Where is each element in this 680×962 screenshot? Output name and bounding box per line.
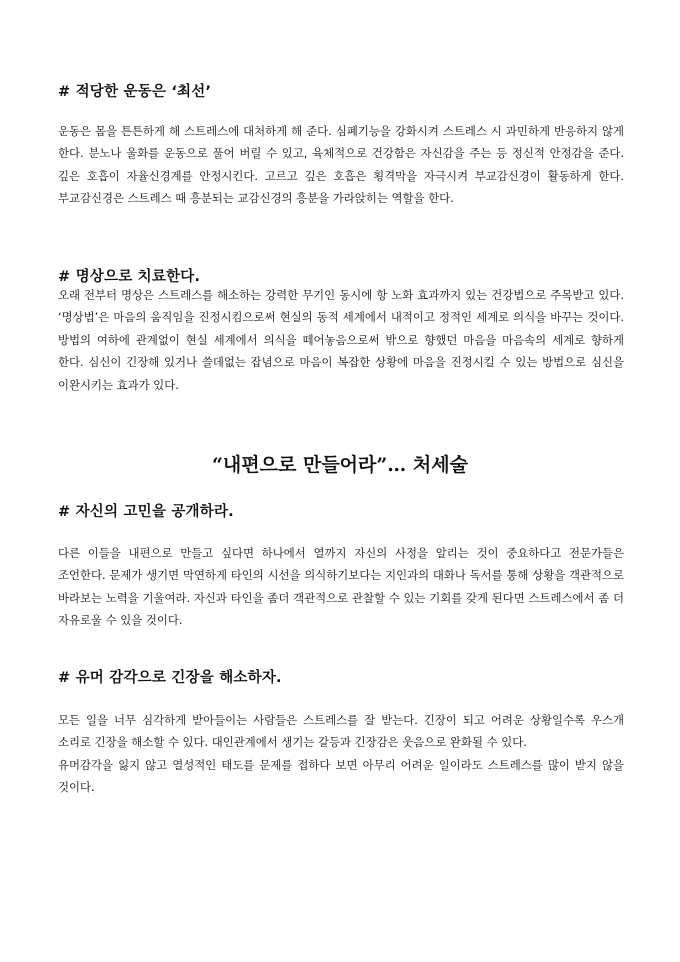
section-heading-humor: # 유머 감각으로 긴장을 해소하자. <box>58 670 282 686</box>
paragraph: 모든 일을 너무 심각하게 받아들이는 사람들은 스트레스를 잘 받는다. 긴장이 되고 어려운 상황일수록 우스개 소리로 긴장을 해소할 수 있다. 대인관계에서 생기는 갈등과 긴장감은 웃음으로 완화될 수 있다. <box>58 713 624 750</box>
paragraph: 유머감각을 잃지 않고 열성적인 태도를 문제를 접하다 보면 아무리 어려운 일이라도 스트레스를 많이 받지 않을 것이다. <box>58 757 624 795</box>
section-body-meditation <box>58 284 624 396</box>
section-heading-share-worries: # 자신의 고민을 공개하라. <box>58 504 234 520</box>
paragraph: 운동은 몸을 튼튼하게 해 스트레스에 대처하게 해 준다. 심폐기능을 강화시켜 스트레스 시 과민하게 반응하지 않게 한다. 분노나 울화를 운동으로 풀어 버릴 수 있고, 육체적으로 건강함은 자신감을 주는 등 정신적 안정감을 준다. 깊은 호흡이 자율신경계를 안정시킨다. 고르고 깊은 호흡은 횡격막을 자극시켜 부교감신경이 활동하게 한다. 부교감신경은 스트레스 때 흥분되는 교감신경의 흥분을 가라앉히는 역할을 한다. <box>58 124 624 206</box>
paragraph: 다른 이들을 내편으로 만들고 싶다면 하나에서 열까지 자신의 사정을 알리는 것이 중요하다고 전문가들은 조언한다. 문제가 생기면 막연하게 타인의 시선을 의식하기보다는 지인과의 대화나 독서를 통해 상황을 객관적으로 바라보는 노력을 기울여라. 자신과 타인을 좀더 객관적으로 관찰할 수 있는 기회를 갖게 된다면 스트레스에서 좀 더 자유로울 수 있을 것이다. <box>58 546 624 628</box>
paragraph: 오래 전부터 명상은 스트레스를 해소하는 강력한 무기인 동시에 항 노화 효과까지 있는 건강법으로 주목받고 있다. ‘명상법’은 마음의 움직임을 진정시킴으로써 현실의 동적 세계에서 내적이고 정적인 세계로 의식을 바꾸는 것이다. 방법의 여하에 관계없이 현실 세계에서 의식을 떼어놓음으로써 밖으로 향했던 마음을 마음속의 세계로 향하게 한다. 심신이 긴장해 있거나 쓸데없는 잡념으로 마음이 복잡한 상황에 마음을 진정시킬 수 있는 방법으로 심신을 이완시키는 효과가 있다. <box>58 288 624 392</box>
section-body-share-worries <box>58 542 624 632</box>
center-title: “내편으로 만들어라”… 처세술 <box>212 454 468 476</box>
section-body-exercise <box>58 120 624 210</box>
section-body-humor <box>58 709 624 799</box>
section-heading-meditation: # 명상으로 치료한다. <box>58 269 201 285</box>
section-heading-exercise: # 적당한 운동은 ‘최선’ <box>58 84 212 100</box>
